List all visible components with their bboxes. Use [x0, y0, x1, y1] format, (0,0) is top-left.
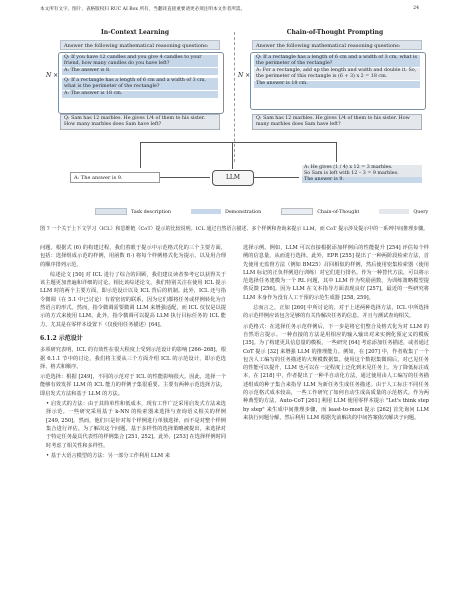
right-query: Q: Sam has 12 marbles. He gives 1/4 of them to his sister. How many marbles does Sam have left?	[252, 114, 422, 130]
left-answer: A: The answer is 9.	[70, 172, 160, 183]
right-panel-title: Chain-of-Thought Prompting	[286, 29, 384, 36]
llm-input-line	[232, 142, 233, 169]
right-paragraph-2: 总而言之，正如 [260] 中所讨论的，对于上述两种选择方法，ICL 中所选择的示范样例应该包含足够的有关待解决任务的信息，并且与测试查询相关。	[243, 305, 429, 320]
right-answer-step-2: So Sam is left with 12 – 3 = 9 marbles.	[302, 171, 422, 177]
left-paragraph-2: 综述论文 [50] 对 ICL 进行了综合的回顾，我们建议读者参考它以获得关于该主题更加普遍和详细的讨论。相比该综述论文，我们特别关注在使用 ICL 提示 LLM 时的两个主要方面，即示范设计以及 ICL 背后的机制。此外，ICL 还与指令微调（在 5.1 中已讨论）有着密切的联系，因为它们都将任务或样例转化为自然语言的形式。然而，指令微调需要微调 LLM 来增强适配，而 ICL 仅仅是以提示的方式来使用 LLM。此外，指令微调可以提高 LLM 执行目标任务的 ICL 能力，尤其是在零样本设置下（仅使用任务描述）[64]。	[40, 271, 226, 328]
left-paragraph-4: 示范选择：根据 [249]，不同的示范对于 ICL 的性能影响很大。因此，选择一个能够有效发挥 LLM 的 ICL 能力的样例子集很重要。主要有两种示范选择方法，即启发式方法和基于 LLM 的方法。	[40, 374, 226, 397]
right-answer-step-1: A: He gives (1 / 4) x 12 = 3 marbles.	[302, 165, 422, 171]
right-task-description: Answer the following mathematical reasoning questions:	[252, 40, 422, 50]
left-input-line	[140, 142, 141, 168]
left-paragraph-3: 多项研究表明，ICL 的有效性在很大程度上受到示范设计的影响 [266–268]。根据 6.1.1 节中的讨论，我们将主要从三个方面介绍 ICL 的示范设计，即示范选择、格式和顺序。	[40, 347, 226, 370]
right-column	[243, 244, 429, 424]
left-repeat-label: N ×	[46, 72, 59, 79]
right-demo-reasoning: A: For a rectangle, add up the length and width and double it. So, the perimeter of this rectangle is (6 + 3) x 2 = 18 cm.	[254, 68, 420, 80]
bullet-heuristic: • 启发式的方法：由于其简单性和低成本，现有工作广泛采用启发式方法来选择示范。一些研究采用基于 k-NN 的检索器来选择与查询语义相关的样例 [249, 250]。然而，他们只是针对每个样例进行单独选择，而不是对整个样例集合进行评估。为了解决这个问题，基于多样性的选择策略被提出，来选择对于特定任务最具代表性的样例集合 [251, 252]。此外，[253] 在选择样例时同时考虑了相关性和多样性。	[46, 401, 226, 449]
figure-legend	[95, 208, 428, 215]
left-demo-1-answer: A: The answer is 8.	[62, 68, 218, 75]
header-note: 本文所有文字、图片、表格版权归 RUC AI Box 所有，当翻译直接重要请更必须注明本文作者所需。	[40, 7, 246, 12]
legend-query: Query	[379, 209, 428, 215]
right-output-arrow	[254, 177, 299, 178]
right-demo-final-answer: The answer is 18 cm.	[254, 81, 420, 88]
bullet-llm-based: • 基于大语言模型的方法：另一部分工作利用 LLM 来	[46, 452, 170, 459]
page-number: 24	[413, 6, 419, 11]
left-column	[40, 244, 226, 462]
right-answer	[302, 165, 422, 183]
left-paragraph-1: 问题。根据式 (6) 的构建过程，我们着眼于提示中示范格式化的三个主要方面，包括：选择组成示范的样例，用函数 f(·) 将每个样例格式化为提示，以及用合理的顺序排列示范。	[40, 245, 226, 268]
legend-demonstration: Demonstration	[191, 209, 261, 215]
legend-task-description: Task description	[95, 208, 171, 215]
llm-box: LLM	[212, 170, 254, 186]
section-heading: 6.1.2 示范设计	[40, 334, 83, 342]
right-repeat-label: N ×	[238, 72, 251, 79]
right-paragraph-3: 示范格式：在选择任务示范样例后，下一步是将它们整合及格式化为对 LLM 的自然语言提示。一种直接的方法是用相应的输入输出对来实例化预定义的模板 [35]。为了构建更具信息量的模板，一些研究 [64] 考虑添加任务描述，或者通过 CoT 提示 [32] 来增强 LLM 的推理能力。例如，在 [207] 中，作者收集了一个包含人工编写的任务描述的大规模数据集。使用这个数据集微调后，对已见任务的性能可以提升，LLM 也可以在一定程度上泛化到未见任务上。为了降低标注成本，在 [218] 中，作者提出了一种半自动化方法，通过使用由人工编写的任务描述组成的种子集合来指导 LLM 为新任务生成任务描述。由于人工标注不同任务的示范格式成本较高，一些工作研究了如何自动生成高质量的示范格式。作为两种典型的方法，Auto-CoT [261] 利用 LLM 使用零样本提示 "Let's think step by step" 来生成中间推理步骤，而 least-to-most 提示 [262] 首先询问 LLM 来执行问题分解，然后利用 LLM 根据先前解决的中间答案依次解决子问题。	[243, 323, 429, 421]
legend-chain-of-thought: Chain-of-Thought	[281, 208, 359, 215]
right-answer-final: The answer is 9.	[302, 177, 422, 183]
figure-icl-cot	[40, 30, 429, 215]
left-query: Q: Sam has 12 marbles. He gives 1/4 of them to his sister. How many marbles does Sam have left?	[60, 114, 220, 130]
left-demo-2-question: Q: If a rectangle has a length of 6 cm and a width of 3 cm, what is the perimeter of the rectangle?	[62, 78, 218, 90]
right-demo-question: Q: If a rectangle has a length of 6 cm and a width of 3 cm, what is the perimeter of the rectangle?	[254, 55, 420, 67]
left-task-description: Answer the following mathematical reasoning questions:	[60, 40, 220, 50]
input-bridge-line	[140, 142, 336, 143]
right-input-line	[336, 142, 337, 162]
left-panel-title: In-Context Learning	[100, 29, 170, 36]
left-demo-2-answer: A: The answer is 18 cm.	[62, 91, 218, 98]
page-header	[40, 6, 419, 12]
left-demo-1-question: Q: If you have 12 candles and you give 4 candles to your friend, how many candles do you have left?	[62, 55, 218, 67]
left-output-arrow	[160, 177, 210, 178]
right-paragraph-1: 选择示例。例如，LLM 可以直接根据添加样例后的性能提升 [254] 评估每个样例的信息量，从而进行选择。此外，EPR [255] 提出了一种两阶段检索方法，首先使用无监督方法（例如 BM25）召回相似的样例，然后使用密集检索器（使用 LLM 标记的正负样例进行训练）对它们进行排名。作为一种替代方法，可以将示范选择任务建模为一个 RL 问题，其中 LLM 作为奖励函数，为训练策略模型提供反馈 [256]。因为 LLM 在文本指导方面表现良好 [257]，最近的一些研究将 LLM 本身作为没有人工干预的示范生成器 [258, 259]。	[243, 245, 429, 301]
figure-caption: 图 7 一个关于上下文学习（ICL）和思维链（CoT）提示的比较说明。ICL 通过自然语言描述、多个样例和查询来提示 LLM，而 CoT 提示涉及提示中的一系列中间推理步骤。	[40, 226, 429, 232]
